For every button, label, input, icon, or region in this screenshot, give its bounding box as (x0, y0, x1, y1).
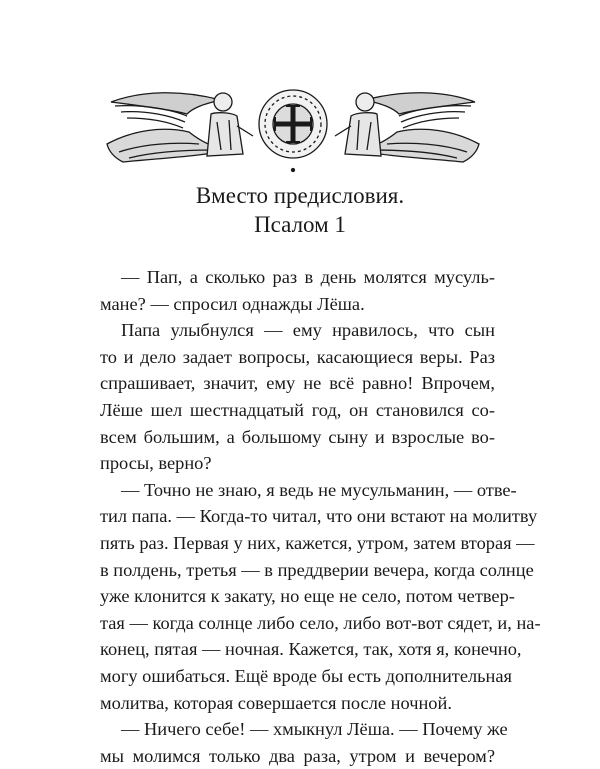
text-line: просы, верно? (100, 453, 212, 474)
text-line: то и дело задает вопросы, касающиеся веры. Раз (100, 346, 495, 367)
chapter-title-line-1: Вместо предисловия. (195, 183, 405, 208)
text-line: могу ошибаться. Ещё вроде бы есть дополнительная (100, 665, 513, 686)
chapter-title (0, 181, 600, 239)
text-line: молитва, которая совершается после ночной. (100, 692, 452, 713)
text-line: — Точно не знаю, я ведь не мусульманин, — отве- (121, 479, 517, 500)
text-line: в полдень, третья — в преддверии вечера, когда солнце (100, 559, 534, 580)
text-line: спрашивает, значит, ему не всё равно! Впрочем, (100, 373, 495, 394)
text-line: уже клонится к закату, но еще не село, потом четвер- (100, 586, 515, 607)
text-line: мы молимся только два раза, утром и вечером? (100, 745, 495, 766)
chapter-title-line-2: Псалом 1 (254, 212, 346, 237)
text-line: — Ничего себе! — хмыкнул Лёша. — Почему же (121, 719, 508, 740)
text-line: Лёше шел шестнадцатый год, он становился со- (100, 399, 495, 420)
text-line: Папа улыбнулся — ему нравилось, что сын (121, 320, 495, 341)
body-text (100, 264, 541, 769)
text-line: конец, пятая — ночная. Кажется, так, хотя я, конечно, (100, 639, 522, 660)
text-line: всем большим, а большому сыну и взрослые во- (100, 426, 495, 447)
text-line: тил папа. — Когда-то читал, что они встают на молитву (100, 506, 538, 527)
angels-cross-icon (103, 84, 483, 176)
text-line: пять раз. Первая у них, кажется, утром, затем вторая — (100, 532, 535, 553)
text-line: мане? — спросил однажды Лёша. (100, 293, 365, 314)
text-line: тая — когда солнце либо село, либо вот-вот сядет, и, на- (100, 612, 541, 633)
text-line: — Пап, а сколько раз в день молятся мусуль- (121, 267, 495, 287)
